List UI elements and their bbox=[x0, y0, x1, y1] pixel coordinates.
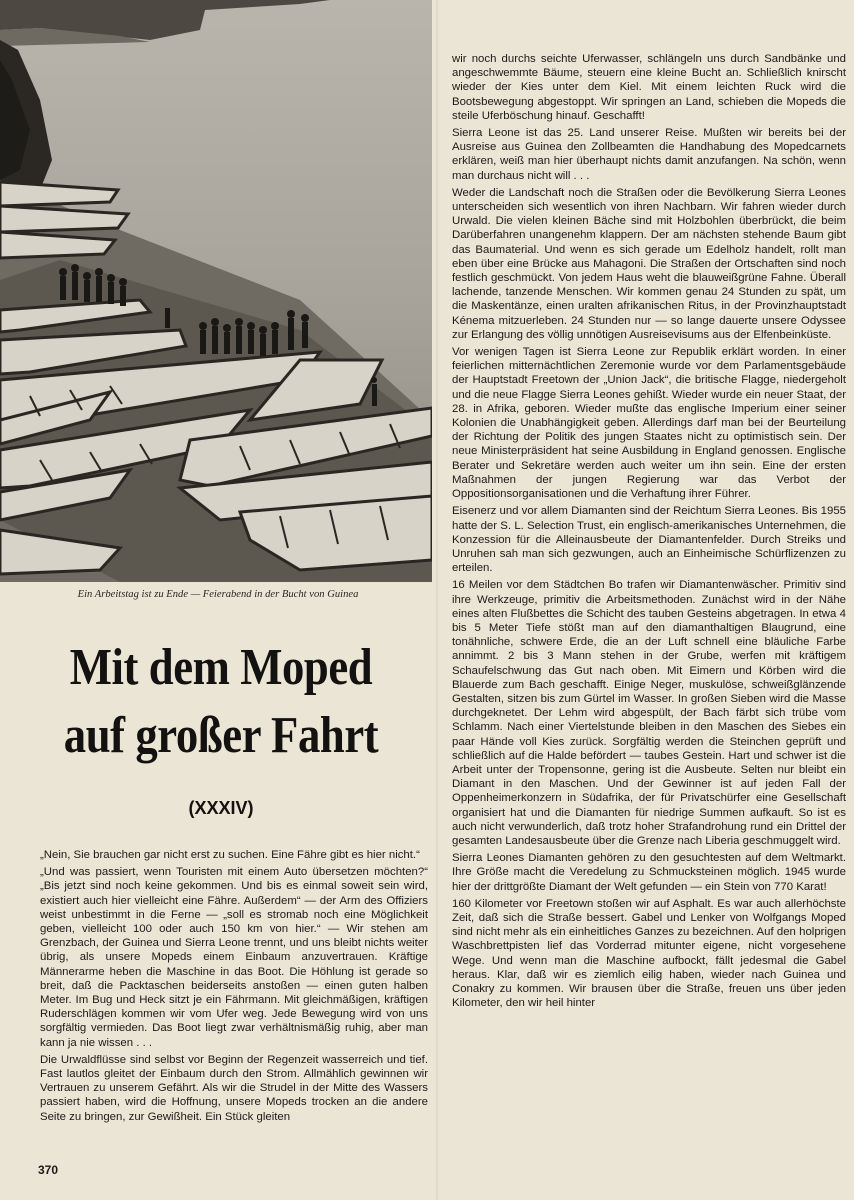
article-photo-boats bbox=[0, 0, 432, 582]
paragraph: 16 Meilen vor dem Städtchen Bo trafen wir Diamantenwäscher. Primitiv sind ihre Werkzeuge, primitiv die Arbeitsmethoden. Zunächst wird in der Nähe eines alten Flußbettes die Schicht des tauben Gesteins abgetragen. In etwa 4 bis 5 Meter Tiefe stößt man auf den diamanthaltigen Blaugrund, eine tonähnliche, schwere Erde, die an der Luft schnell eine bläuliche Farbe annimmt. 2 bis 3 Mann stehen in der Grube, werfen mit kräftigem Schaufelschwung das Gut nach oben. Mit Eimern und Körben wird die Blauerde zum Bach geschafft. Einige Neger, muskulöse, schweißglänzende Gestalten, sitzen bis zum Gürtel im Wasser. In großen Sieben wird die Masse durchgeknetet. Der Lehm wird abgespült, der Bach färbt sich trübe vom Schlamm. Nach einer Viertelstunde bleiben in den Maschen des Siebes ein paar Hände voll Kies zurück. Sorgfältig werden die Steinchen geprüft und schließlich auf die Halde befördert — taubes Gestein. Hart und schwer ist die Arbeit unter der Tropensonne, gering ist die Ausbeute. Selten nur bleibt ein Diamant in den Maschen. Und der Gewinner ist auf jeden Fall der Oppenheimerkonzern in Südafrika, der für Privatschürfer eine Gesellschaft organisiert hat und die Diamanten für niedrige Summen aufkauft. So ist es auch nicht verwunderlich, daß trotz hoher Strafandrohung rund ein Drittel der gesamten Landesausbeute über die Grenze nach Liberia geschmuggelt wird. bbox=[452, 579, 846, 847]
paragraph: Weder die Landschaft noch die Straßen oder die Bevölkerung Sierra Leones unterscheiden sich wesentlich von ihren Nachbarn. Wir fahren wieder durch Urwald. Die vielen kleinen Bäche sind mit Holzbohlen überbrückt, die beim Darüberfahren unangenehm klappern. Der am nächsten stehende Baum gibt das Baumaterial. Und wenn es sich gerade um Edelholz handelt, rollt man eben über eine Brücke aus Mahagoni. Die Straßen der Ortschaften sind noch festlich geschmückt. Von jedem Haus weht die blauweißgrüne Fahne. Überall lachende, tanzende Menschen. Wir kommen genau 24 Stunden zu spät, um die Maskentänze, einen uralten afrikanischen Ritus, in der Provinzhauptstadt Kénema mitzuerleben. 24 Stunden nur — so lange dauerte unsere Odyssee zur Erlangung des völlig unnötigen Ausreisevisums aus der Elfenbeinküste. bbox=[452, 186, 846, 341]
article-title bbox=[45, 634, 398, 770]
article-body-left-column bbox=[40, 848, 428, 1158]
page-number: 370 bbox=[38, 1163, 59, 1177]
article-episode-number: (XXXIV) bbox=[188, 798, 254, 818]
paragraph: Sierra Leones Diamanten gehören zu den gesuchtesten auf dem Weltmarkt. Ihre Größe macht die Veredelung zu Schmucksteinen möglich. 1945 wurde hier der drittgrößte Diamant der Welt gefunden — ein Stein von 770 Karat! bbox=[452, 852, 846, 893]
paragraph: Eisenerz und vor allem Diamanten sind der Reichtum Sierra Leones. Bis 1955 hatte der S. L. Selection Trust, ein englisch-amerikanisches Unternehmen, die Konzession für die Alleinausbeute der Diamantenfelder. Durch Streiks und Unruhen sah man sich gezwungen, auch an Einheimische Schürflizenzen zu erteilen. bbox=[452, 505, 846, 575]
photo-caption: Ein Arbeitstag ist zu Ende — Feierabend in der Bucht von Guinea bbox=[77, 589, 359, 600]
paragraph: Vor wenigen Tagen ist Sierra Leone zur Republik erklärt worden. In einer feierlichen mitternächtlichen Zeremonie wurde vor dem Parlamentsgebäude der Hauptstadt Freetown der „Union Jack“, die britische Flagge, niedergeholt und die neue Flagge Sierra Leones gehißt. Wieder wurde ein neuer Staat, der 28. in Afrika, geboren. Wieder mußte das englische Imperium einer seiner Kolonien die Unabhängigkeit geben. Allerdings darf man bei der Beurteilung der Richtung der Politik des jungen Staates nicht zu optimistisch sein. Der neue Ministerpräsident hat seine Ausbildung in England genossen. Englische Berater und Sekretäre werden auch weiter um ihn sein. Eine der ersten Maßnahmen der jungen Regierung war das Verbot der Oppositionsorganisationen und die Verhaftung ihrer Führer. bbox=[452, 346, 846, 501]
paragraph: Die Urwaldflüsse sind selbst vor Beginn der Regenzeit wasserreich und tief. Fast lautlos gleitet der Einbaum durch den Strom. Allmählich gewinnen wir Vertrauen zu unserem Gefährt. Als wir die Strudel in der Mitte des Wassers passiert haben, wird die Hoffnung, unsere Mopeds trocken an die andere Seite zu bringen, zur Gewißheit. Ein Stück gleiten bbox=[40, 1053, 428, 1123]
column-gutter bbox=[436, 0, 438, 1200]
photo-illustration bbox=[0, 0, 432, 582]
title-line-2: auf großer Fahrt bbox=[63, 707, 379, 764]
paragraph: wir noch durchs seichte Uferwasser, schlängeln uns durch Sandbänke und angeschwemmte Bäume, steuern eine kleine Bucht an. Schließlich knirscht wieder der Kies unter dem Kiel. Mit einem leichten Ruck wird die Bootsbewegung abgestoppt. Wir springen an Land, schieben die Mopeds die steile Uferböschung hinauf. Geschafft! bbox=[452, 53, 846, 122]
article-body-right-column bbox=[452, 52, 846, 1188]
paragraph: „Nein, Sie brauchen gar nicht erst zu suchen. Eine Fähre gibt es hier nicht.“ bbox=[40, 849, 420, 861]
paragraph: Sierra Leone ist das 25. Land unserer Reise. Mußten wir bereits bei der Ausreise aus Guinea den Zollbeamten die Handhabung des Mopedcarnets erklären, weiß man hier überhaupt nichts damit anzufangen. Na schön, wenn man durchaus nicht will . . . bbox=[452, 127, 846, 182]
paragraph: 160 Kilometer vor Freetown stoßen wir auf Asphalt. Es war auch allerhöchste Zeit, daß sich die Straße bessert. Gabel und Lenker von Wolfgangs Moped sind nicht mehr als ein einheitliches Ganzes zu bezeichnen. Auf den holprigen Waschbrettpisten lief das Vorderrad mitunter eigene, nicht vorgesehene Wege. Und wenn man die Maschine aufbockt, fällt jedesmal die Gabel heraus. Klar, daß wir es ziemlich eilig haben, wieder nach Guinea und Conakry zu kommen. Wir brausen über die Straße, freuen uns über jeden Kilometer, den wir heil hinter bbox=[452, 897, 846, 1010]
title-line-1: Mit dem Moped bbox=[69, 639, 373, 696]
paragraph: „Und was passiert, wenn Touristen mit einem Auto übersetzen möchten?“ „Bis jetzt sind noch keine gekommen. Und bis es einmal soweit sein wird, existiert auch hier vielleicht eine Fähre. Außerdem“ — der Arm des Offiziers weist unbestimmt in die Ferne — „soll es stromab noch eine Möglichkeit geben, vielleicht 100 oder auch 150 km von hier.“ — Wir stehen am Grenzbach, der Guinea und Sierra Leone trennt, und uns bleibt nichts weiter übrig, als unsere Mopeds einem Einbaum anzuvertrauen. Kräftige Männerarme heben die Maschine in das Boot. Die Höhlung ist gerade so breit, daß die Packtaschen beiderseits anstoßen — einen guten halben Meter. Im Bug und Heck sitzt je ein Fährmann. Mit gleichmäßigen, kräftigen Ruderschlägen kommen wir vom Ufer weg. Jede Bewegung wird von uns sorgfältig vermieden. Das Boot liegt zwar verhältnismäßig ruhig, aber man kann ja nie wissen . . . bbox=[40, 866, 428, 1049]
